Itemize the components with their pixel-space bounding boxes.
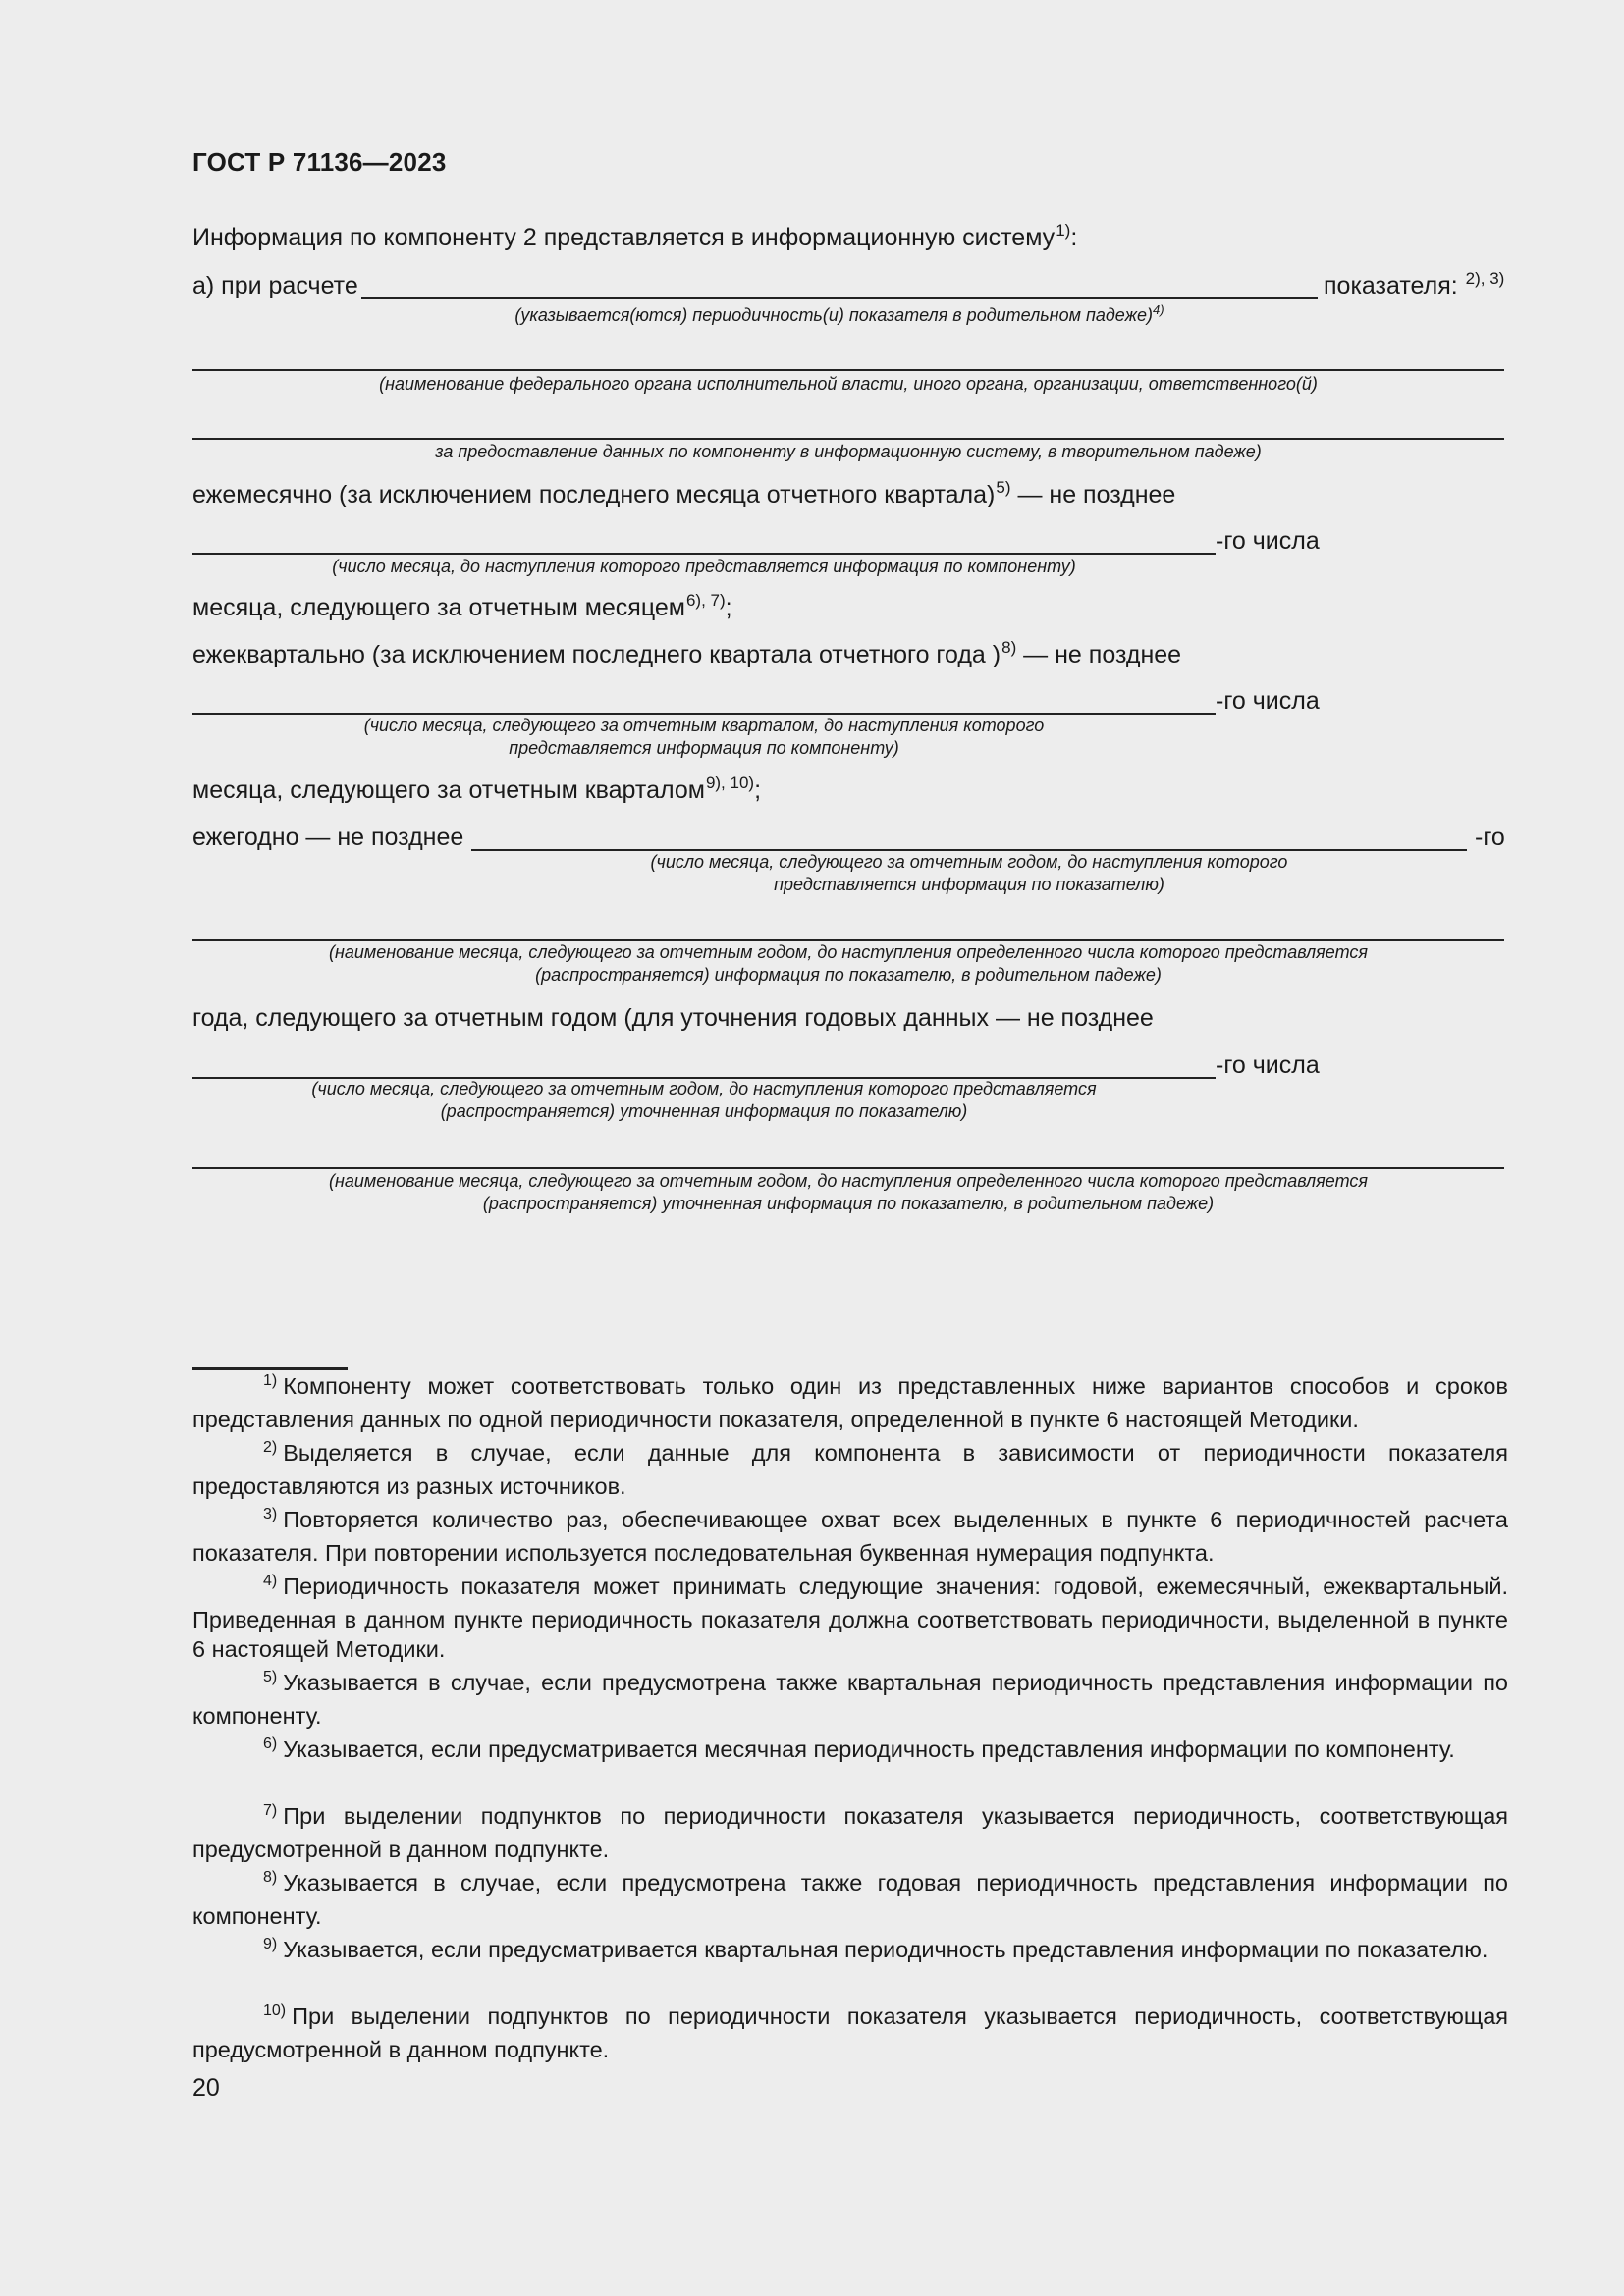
month-after-month-end: ; [725,594,732,621]
periodicity-caption-ref: 4) [1153,302,1164,317]
monthly-end: — не позднее [1010,481,1176,508]
refined-month-fill-line[interactable] [192,1167,1504,1169]
quarterly-text: ежеквартально (за исключением последнего квартала отчетного года ) [192,641,1001,668]
periodicity-fill-line[interactable] [361,297,1318,299]
intro-colon: : [1070,224,1078,251]
periodicity-caption [361,304,1318,328]
footnote-text: При выделении подпунктов по периодичности показателя указывается периодичность, соответствующая предусмотренной в данном подпункте. [192,1803,1508,1862]
quarterly-day-caption-1: (число месяца, следующего за отчетным кварталом, до наступления которого [363,716,1045,735]
footnote-number: 7) [263,1802,278,1819]
footnote-text: Выделяется в случае, если данные для компонента в зависимости от периодичности показателя предоставляются из разных источников. [192,1440,1508,1499]
annual-month-caption-2: (распространяется) информация по показателю, в родительном падеже) [535,965,1162,985]
provision-caption: за предоставление данных по компоненту в информационную систему, в творительном падеже) [435,442,1262,461]
item-a-suffix-text: показателя: [1324,272,1458,299]
refined-day-caption-1: (число месяца, следующего за отчетным годом, до наступления которого представляется [311,1079,1097,1098]
footnote [192,1438,1508,1501]
refined-day-caption [192,1078,1216,1123]
quarterly-footnote-ref: 8) [1001,638,1017,657]
go-chisla-3: -го числа [1216,1051,1320,1079]
footnote [192,1935,1508,1968]
refined-day-caption-2: (распространяется) уточненная информация по показателю) [440,1101,968,1121]
month-after-month-ref: 6), 7) [685,591,726,610]
item-a-suffix [1324,269,1505,300]
intro-line [192,221,1078,252]
annual-prefix: ежегодно — не позднее [192,824,464,851]
month-after-quarter-line [192,776,761,805]
footnote-number: 9) [263,1936,278,1952]
footnote-number: 3) [263,1506,278,1522]
quarterly-day-caption [192,715,1216,760]
month-after-month-text: месяца, следующего за отчетным месяцем [192,594,685,621]
organization-fill-line[interactable] [192,369,1504,371]
quarterly-end: — не позднее [1016,641,1182,668]
footnote-text: Повторяется количество раз, обеспечивающее охват всех выделенных в пункте 6 периодичностей расчета показателя. При повторении используется последовательная буквенная нумерация подпункта. [192,1507,1508,1566]
annual-day-caption-1: (число месяца, следующего за отчетным годом, до наступления которого [650,852,1288,872]
provision-fill-line[interactable] [192,438,1504,440]
footnote-text: Указывается, если предусматривается квартальная периодичность представления информации по показателю. [283,1937,1489,1962]
refined-month-caption-2: (распространяется) уточненная информация по показателю, в родительном падеже) [482,1194,1215,1213]
year-after-line: года, следующего за отчетным годом (для уточнения годовых данных — не позднее [192,1004,1154,1032]
footnote-number: 6) [263,1735,278,1752]
page-number: 20 [192,2074,220,2102]
footnote [192,1668,1508,1731]
annual-month-caption [192,941,1504,987]
quarterly-line [192,638,1182,669]
month-after-quarter-end: ; [754,776,762,804]
month-after-quarter-ref: 9), 10) [705,774,755,792]
go-chisla-2: -го числа [1216,687,1320,715]
month-after-month-line [192,591,732,622]
annual-day-caption [471,851,1467,896]
footnote-text: Указывается в случае, если предусмотрена также годовая периодичность представления информации по компоненту. [192,1870,1508,1929]
monthly-day-caption: (число месяца, до наступления которого представляется информация по компоненту) [332,557,1076,576]
quarterly-day-caption-2: представляется информация по компоненту) [509,738,899,758]
document-code: ГОСТ Р 71136—2023 [192,147,447,177]
monthly-footnote-ref: 5) [996,478,1011,497]
monthly-line [192,478,1176,509]
footnote [192,1572,1508,1664]
go-chisla-1: -го числа [1216,527,1320,555]
organization-caption: (наименование федерального органа исполнительной власти, иного органа, организации, ответственного(й) [379,374,1318,394]
footnote-text: Указывается, если предусматривается месячная периодичность представления информации по компоненту. [283,1736,1455,1762]
footnote [192,1371,1508,1434]
monthly-text: ежемесячно (за исключением последнего месяца отчетного квартала) [192,481,996,508]
refined-month-caption-1: (наименование месяца, следующего за отчетным годом, до наступления определенного числа которого представляется [328,1171,1369,1191]
footnote-number: 2) [263,1439,278,1456]
refined-month-caption [192,1170,1504,1215]
monthly-day-fill-line[interactable] [192,553,1216,555]
footnote-number: 1) [263,1372,278,1389]
footnote-number: 5) [263,1669,278,1685]
footnote [192,1505,1508,1568]
footnote-separator [192,1367,348,1370]
footnote-number: 10) [263,2002,287,2019]
annual-day-caption-2: представляется информация по показателю) [774,875,1164,894]
footnote [192,1868,1508,1931]
footnote-text: При выделении подпунктов по периодичности показателя указывается периодичность, соответствующая предусмотренной в данном подпункте. [192,2003,1508,2062]
annual-month-caption-1: (наименование месяца, следующего за отчетным годом, до наступления определенного числа которого представляется [328,942,1369,962]
footnote-text: Периодичность показателя может принимать следующие значения: годовой, ежемесячный, ежеквартальный. Приведенная в данном пункте периодичность показателя должна соответствовать периодичности, выделенной в пункте 6 настоящей Методики. [192,1574,1508,1662]
annual-suffix: -го [1475,824,1505,851]
footnote [192,2002,1508,2064]
intro-footnote-ref: 1) [1056,221,1071,240]
footnote-text: Указывается в случае, если предусмотрена также квартальная периодичность представления информации по компоненту. [192,1670,1508,1729]
footnote-text: Компоненту может соответствовать только один из представленных ниже вариантов способов и сроков представления данных по одной периодичности показателя, определенной в пункте 6 настоящей Методики. [192,1373,1508,1432]
item-a-footnote-ref: 2), 3) [1465,269,1505,288]
footnote-number: 8) [263,1869,278,1886]
periodicity-caption-text: (указывается(ются) периодичность(и) показателя в родительном падеже) [514,305,1154,325]
intro-text: Информация по компоненту 2 представляется в информационную систему [192,224,1056,251]
footnote-number: 4) [263,1573,278,1589]
footnote [192,1735,1508,1768]
month-after-quarter-text: месяца, следующего за отчетным кварталом [192,776,705,804]
footnote [192,1801,1508,1864]
item-a-prefix: а) при расчете [192,272,358,299]
